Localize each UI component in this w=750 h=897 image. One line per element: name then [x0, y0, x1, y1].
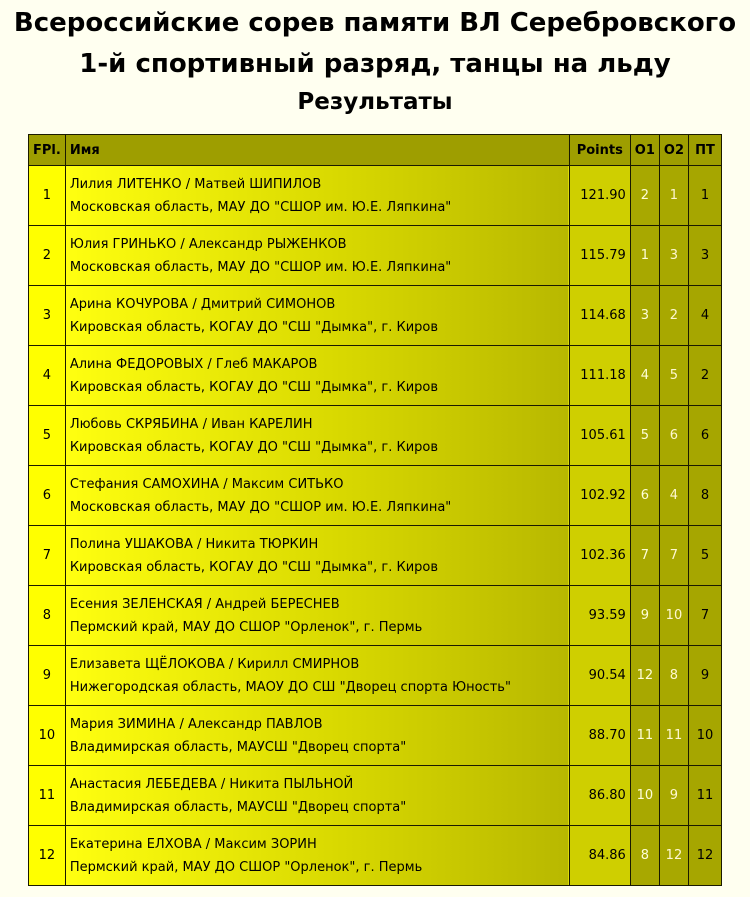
o1-place-cell: 3	[630, 286, 659, 346]
pt-place-cell: 12	[689, 826, 722, 886]
club-text: Московская область, МАУ ДО "СШОР им. Ю.Е. Ляпкина"	[69, 259, 452, 275]
o1-place-cell: 2	[630, 166, 659, 226]
o2-place-cell: 7	[659, 526, 688, 586]
skaters-cell	[65, 406, 569, 466]
skater-names-link[interactable]: Анастасия ЛЕБЕДЕВА / Никита ПЫЛЬНОЙ	[69, 776, 354, 792]
club-text: Московская область, МАУ ДО "СШОР им. Ю.Е. Ляпкина"	[69, 499, 452, 515]
table-row	[29, 346, 722, 406]
skaters-cell	[65, 706, 569, 766]
points-cell: 93.59	[569, 586, 630, 646]
pt-place-cell: 6	[689, 406, 722, 466]
o1-place-cell: 10	[630, 766, 659, 826]
points-cell: 90.54	[569, 646, 630, 706]
place-cell: 10	[29, 706, 66, 766]
club-text: Нижегородская область, МАОУ ДО СШ "Дворец спорта Юность"	[69, 679, 511, 695]
points-cell: 102.36	[569, 526, 630, 586]
pt-place-cell: 8	[689, 466, 722, 526]
skaters-cell	[65, 166, 569, 226]
o2-place-cell: 6	[659, 406, 688, 466]
table-row	[29, 286, 722, 346]
table-row	[29, 466, 722, 526]
skater-names-link[interactable]: Алина ФЕДОРОВЫХ / Глеб МАКАРОВ	[69, 356, 318, 372]
place-cell: 6	[29, 466, 66, 526]
table-row	[29, 766, 722, 826]
skaters-cell	[65, 226, 569, 286]
table-row	[29, 586, 722, 646]
o1-place-cell: 5	[630, 406, 659, 466]
column-header-pt: ПТ	[689, 135, 722, 166]
pt-place-cell: 9	[689, 646, 722, 706]
skater-names-link[interactable]: Арина КОЧУРОВА / Дмитрий СИМОНОВ	[69, 296, 336, 312]
skaters-cell	[65, 766, 569, 826]
o1-place-cell: 11	[630, 706, 659, 766]
place-cell: 11	[29, 766, 66, 826]
skaters-cell	[65, 526, 569, 586]
table-row	[29, 526, 722, 586]
pt-place-cell: 2	[689, 346, 722, 406]
skaters-cell	[65, 586, 569, 646]
skater-names-link[interactable]: Полина УШАКОВА / Никита ТЮРКИН	[69, 536, 319, 552]
o2-place-cell: 11	[659, 706, 688, 766]
place-cell: 12	[29, 826, 66, 886]
o1-place-cell: 7	[630, 526, 659, 586]
club-text: Кировская область, КОГАУ ДО "СШ "Дымка", г. Киров	[69, 379, 439, 395]
column-header-o1: O1	[630, 135, 659, 166]
event-title: Всероссийские сорев памяти ВЛ Серебровского	[13, 8, 737, 38]
table-header-row	[29, 135, 722, 166]
club-text: Пермский край, МАУ ДО СШОР "Орленок", г. Пермь	[69, 619, 423, 635]
club-text: Кировская область, КОГАУ ДО "СШ "Дымка", г. Киров	[69, 319, 439, 335]
o2-place-cell: 10	[659, 586, 688, 646]
table-row	[29, 166, 722, 226]
points-cell: 105.61	[569, 406, 630, 466]
skater-names-link[interactable]: Лилия ЛИТЕНКО / Матвей ШИПИЛОВ	[69, 176, 322, 192]
o2-place-cell: 8	[659, 646, 688, 706]
club-text: Московская область, МАУ ДО "СШОР им. Ю.Е. Ляпкина"	[69, 199, 452, 215]
points-cell: 121.90	[569, 166, 630, 226]
place-cell: 2	[29, 226, 66, 286]
results-table	[28, 134, 722, 886]
pt-place-cell: 5	[689, 526, 722, 586]
pt-place-cell: 4	[689, 286, 722, 346]
pt-place-cell: 1	[689, 166, 722, 226]
o2-place-cell: 12	[659, 826, 688, 886]
place-cell: 3	[29, 286, 66, 346]
skater-names-link[interactable]: Мария ЗИМИНА / Александр ПАВЛОВ	[69, 716, 323, 732]
o1-place-cell: 6	[630, 466, 659, 526]
place-cell: 1	[29, 166, 66, 226]
skater-names-link[interactable]: Есения ЗЕЛЕНСКАЯ / Андрей БЕРЕСНЕВ	[69, 596, 340, 612]
club-text: Кировская область, КОГАУ ДО "СШ "Дымка", г. Киров	[69, 559, 439, 575]
skater-names-link[interactable]: Юлия ГРИНЬКО / Александр РЫЖЕНКОВ	[69, 236, 347, 252]
o2-place-cell: 9	[659, 766, 688, 826]
pt-place-cell: 7	[689, 586, 722, 646]
table-row	[29, 226, 722, 286]
column-header-o2: O2	[659, 135, 688, 166]
pt-place-cell: 3	[689, 226, 722, 286]
points-cell: 102.92	[569, 466, 630, 526]
o2-place-cell: 2	[659, 286, 688, 346]
o2-place-cell: 1	[659, 166, 688, 226]
skater-names-link[interactable]: Екатерина ЕЛХОВА / Максим ЗОРИН	[69, 836, 317, 852]
o2-place-cell: 4	[659, 466, 688, 526]
points-cell: 115.79	[569, 226, 630, 286]
club-text: Владимирская область, МАУСШ "Дворец спорта"	[69, 739, 407, 755]
column-header-name: Имя	[65, 135, 569, 166]
o2-place-cell: 5	[659, 346, 688, 406]
skaters-cell	[65, 286, 569, 346]
category-title: 1-й спортивный разряд, танцы на льду	[79, 49, 671, 79]
points-cell: 84.86	[569, 826, 630, 886]
skaters-cell	[65, 346, 569, 406]
o1-place-cell: 1	[630, 226, 659, 286]
table-row	[29, 646, 722, 706]
points-cell: 111.18	[569, 346, 630, 406]
column-header-place: FPl.	[29, 135, 66, 166]
place-cell: 5	[29, 406, 66, 466]
o1-place-cell: 8	[630, 826, 659, 886]
skater-names-link[interactable]: Любовь СКРЯБИНА / Иван КАРЕЛИН	[69, 416, 313, 432]
points-cell: 86.80	[569, 766, 630, 826]
place-cell: 9	[29, 646, 66, 706]
club-text: Пермский край, МАУ ДО СШОР "Орленок", г. Пермь	[69, 859, 423, 875]
table-row	[29, 406, 722, 466]
points-cell: 88.70	[569, 706, 630, 766]
place-cell: 7	[29, 526, 66, 586]
pt-place-cell: 11	[689, 766, 722, 826]
club-text: Владимирская область, МАУСШ "Дворец спорта"	[69, 799, 407, 815]
o1-place-cell: 12	[630, 646, 659, 706]
o2-place-cell: 3	[659, 226, 688, 286]
place-cell: 8	[29, 586, 66, 646]
section-title: Результаты	[297, 89, 453, 115]
skater-names-link[interactable]: Стефания САМОХИНА / Максим СИТЬКО	[69, 476, 344, 492]
points-cell: 114.68	[569, 286, 630, 346]
club-text: Кировская область, КОГАУ ДО "СШ "Дымка", г. Киров	[69, 439, 439, 455]
o1-place-cell: 9	[630, 586, 659, 646]
skaters-cell	[65, 646, 569, 706]
skaters-cell	[65, 466, 569, 526]
pt-place-cell: 10	[689, 706, 722, 766]
column-header-points: Points	[569, 135, 630, 166]
table-row	[29, 826, 722, 886]
skater-names-link[interactable]: Елизавета ЩЁЛОКОВА / Кирилл СМИРНОВ	[69, 656, 360, 672]
table-row	[29, 706, 722, 766]
place-cell: 4	[29, 346, 66, 406]
o1-place-cell: 4	[630, 346, 659, 406]
skaters-cell	[65, 826, 569, 886]
